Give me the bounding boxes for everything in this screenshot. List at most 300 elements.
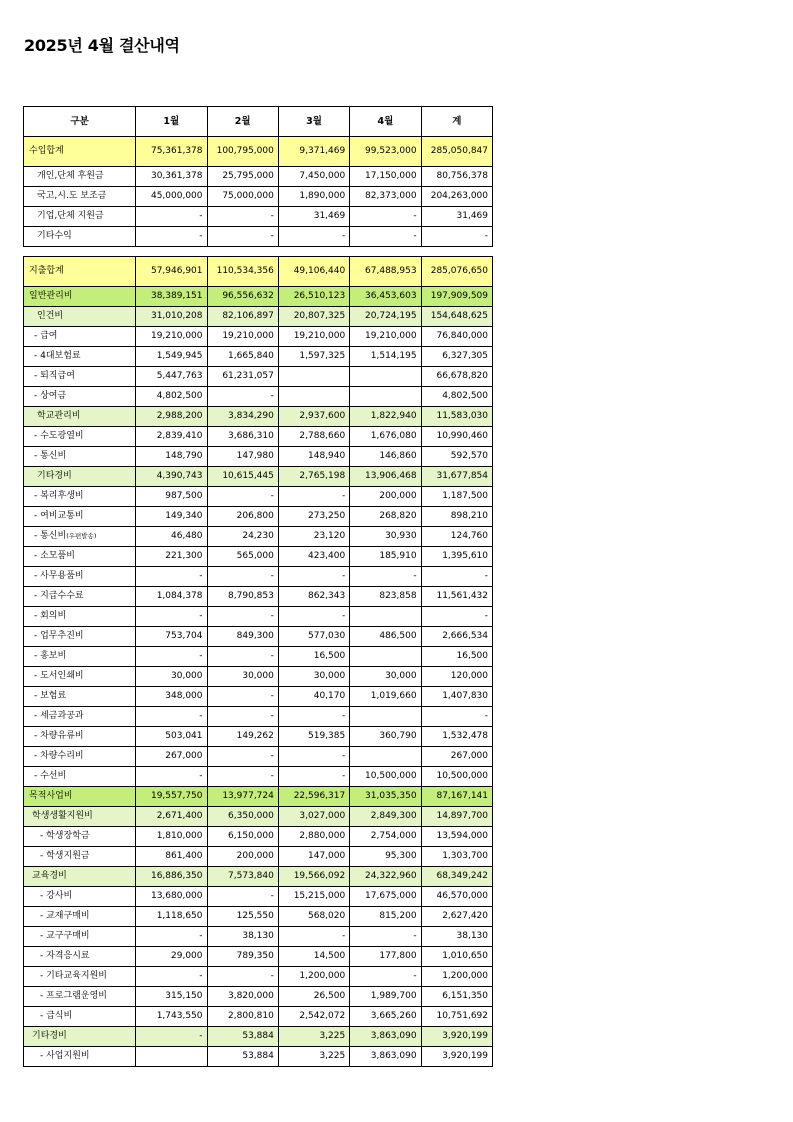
value-mar: 20,807,325 [278, 307, 349, 327]
value-feb: 8,790,853 [207, 587, 278, 607]
value-apr: 2,754,000 [350, 827, 421, 847]
header-total: 계 [421, 107, 492, 137]
row-label-text: 기타경비 [37, 471, 72, 481]
value-feb: - [207, 227, 278, 247]
value-total: 46,570,000 [421, 887, 492, 907]
row-label [24, 347, 136, 367]
value-total: 898,210 [421, 507, 492, 527]
spacer-row [24, 247, 493, 257]
value-total: 11,583,030 [421, 407, 492, 427]
row-label [24, 547, 136, 567]
table-row [24, 947, 493, 967]
value-jan: 45,000,000 [136, 187, 207, 207]
value-feb: 30,000 [207, 667, 278, 687]
value-apr: 20,724,195 [350, 307, 421, 327]
value-jan: 2,839,410 [136, 427, 207, 447]
value-apr: 3,863,090 [350, 1047, 421, 1067]
value-mar: - [278, 487, 349, 507]
value-mar: 26,500 [278, 987, 349, 1007]
value-total: 87,167,141 [421, 787, 492, 807]
row-label [24, 1047, 136, 1067]
value-mar: 2,765,198 [278, 467, 349, 487]
table-row [24, 907, 493, 927]
table-row [24, 1047, 493, 1067]
row-label-text: 기타수익 [37, 231, 72, 241]
value-total: 38,130 [421, 927, 492, 947]
value-feb: - [207, 647, 278, 667]
table-row [24, 227, 493, 247]
header-jan: 1월 [136, 107, 207, 137]
value-apr: - [350, 227, 421, 247]
row-label-text: - 프로그램운영비 [40, 991, 107, 1001]
table-row [24, 647, 493, 667]
table-row [24, 367, 493, 387]
header-mar: 3월 [278, 107, 349, 137]
value-mar: 15,215,000 [278, 887, 349, 907]
table-row [24, 187, 493, 207]
value-total: 1,187,500 [421, 487, 492, 507]
value-jan: - [136, 767, 207, 787]
value-mar: 1,890,000 [278, 187, 349, 207]
row-label [24, 807, 136, 827]
value-apr: 17,150,000 [350, 167, 421, 187]
value-jan: 753,704 [136, 627, 207, 647]
table-row [24, 347, 493, 367]
value-total: 31,677,854 [421, 467, 492, 487]
row-label [24, 507, 136, 527]
row-label [24, 927, 136, 947]
table-row [24, 167, 493, 187]
value-total: - [421, 227, 492, 247]
value-apr: 30,930 [350, 527, 421, 547]
table-row [24, 827, 493, 847]
value-jan: 1,549,945 [136, 347, 207, 367]
row-label-text: - 기타교육지원비 [40, 971, 107, 981]
row-label [24, 1007, 136, 1027]
row-label [24, 487, 136, 507]
value-feb: 849,300 [207, 627, 278, 647]
table-row [24, 387, 493, 407]
value-total: 31,469 [421, 207, 492, 227]
row-label [24, 607, 136, 627]
table-row [24, 1027, 493, 1047]
value-feb: 6,150,000 [207, 827, 278, 847]
value-feb: 100,795,000 [207, 137, 278, 167]
table-row [24, 327, 493, 347]
value-apr: 1,676,080 [350, 427, 421, 447]
table-row [24, 847, 493, 867]
row-label-text: 수입합계 [29, 146, 64, 156]
value-total: 3,920,199 [421, 1047, 492, 1067]
value-apr: 24,322,960 [350, 867, 421, 887]
row-label-text: 개인,단체 후원금 [37, 171, 104, 181]
value-apr: 1,989,700 [350, 987, 421, 1007]
table-row [24, 447, 493, 467]
table-row [24, 427, 493, 447]
row-label [24, 367, 136, 387]
value-apr: 1,514,195 [350, 347, 421, 367]
value-apr: 3,665,260 [350, 1007, 421, 1027]
value-apr: 67,488,953 [350, 257, 421, 287]
value-mar: 3,225 [278, 1027, 349, 1047]
table-row [24, 887, 493, 907]
value-jan: - [136, 567, 207, 587]
row-label [24, 257, 136, 287]
value-mar: 148,940 [278, 447, 349, 467]
value-feb: - [207, 567, 278, 587]
table-row [24, 407, 493, 427]
value-feb: - [207, 607, 278, 627]
row-label-text: - 차량유류비 [34, 731, 84, 741]
value-mar: 2,788,660 [278, 427, 349, 447]
value-jan: - [136, 927, 207, 947]
table-body [24, 137, 493, 1067]
value-mar: 1,597,325 [278, 347, 349, 367]
value-jan: 2,988,200 [136, 407, 207, 427]
row-label-text: - 세금과공과 [34, 711, 84, 721]
value-total: 13,594,000 [421, 827, 492, 847]
row-label-text: 기타경비 [32, 1031, 67, 1041]
value-apr [350, 747, 421, 767]
row-label-text: - 통신비 [34, 451, 67, 461]
value-jan: - [136, 647, 207, 667]
value-jan: 46,480 [136, 527, 207, 547]
value-feb: 3,834,290 [207, 407, 278, 427]
value-mar: 273,250 [278, 507, 349, 527]
value-total: 1,200,000 [421, 967, 492, 987]
row-label [24, 587, 136, 607]
row-label-text: - 통신비 [34, 531, 67, 541]
value-feb: 3,820,000 [207, 987, 278, 1007]
value-jan: - [136, 227, 207, 247]
table-row [24, 1007, 493, 1027]
table-row [24, 707, 493, 727]
value-jan: 1,118,650 [136, 907, 207, 927]
value-total: - [421, 607, 492, 627]
value-apr: 177,800 [350, 947, 421, 967]
row-label [24, 787, 136, 807]
value-feb: - [207, 767, 278, 787]
row-label-text: - 교재구매비 [40, 911, 90, 921]
value-total: 3,920,199 [421, 1027, 492, 1047]
value-jan: 1,084,378 [136, 587, 207, 607]
row-label-text: - 보험료 [34, 691, 67, 701]
row-label-text: - 사업지원비 [40, 1051, 90, 1061]
value-mar [278, 387, 349, 407]
row-label [24, 137, 136, 167]
value-apr: - [350, 927, 421, 947]
value-apr: - [350, 207, 421, 227]
value-jan: 987,500 [136, 487, 207, 507]
table-row [24, 507, 493, 527]
value-apr [350, 647, 421, 667]
value-feb: - [207, 967, 278, 987]
value-total: 1,395,610 [421, 547, 492, 567]
value-feb: 24,230 [207, 527, 278, 547]
table-row [24, 807, 493, 827]
value-jan: - [136, 707, 207, 727]
value-total: 66,678,820 [421, 367, 492, 387]
value-mar: 22,596,317 [278, 787, 349, 807]
value-total: - [421, 567, 492, 587]
value-mar: 147,000 [278, 847, 349, 867]
value-feb: - [207, 707, 278, 727]
value-jan: 267,000 [136, 747, 207, 767]
value-mar: 26,510,123 [278, 287, 349, 307]
table-row [24, 687, 493, 707]
value-apr: 3,863,090 [350, 1027, 421, 1047]
value-apr: 815,200 [350, 907, 421, 927]
row-label-text: - 자격응시료 [40, 951, 90, 961]
table-row [24, 627, 493, 647]
value-feb: 38,130 [207, 927, 278, 947]
row-label [24, 287, 136, 307]
value-mar [278, 367, 349, 387]
table-row [24, 527, 493, 547]
table-row [24, 667, 493, 687]
value-feb: 149,262 [207, 727, 278, 747]
value-feb: - [207, 387, 278, 407]
row-label [24, 827, 136, 847]
row-label-text: 기업,단체 지원금 [37, 211, 104, 221]
table-row [24, 767, 493, 787]
value-feb: 147,980 [207, 447, 278, 467]
row-label [24, 567, 136, 587]
value-jan: - [136, 207, 207, 227]
row-label-text: - 학생장학금 [40, 831, 90, 841]
value-feb: 7,573,840 [207, 867, 278, 887]
value-apr: 30,000 [350, 667, 421, 687]
value-mar: 519,385 [278, 727, 349, 747]
value-apr: 1,019,660 [350, 687, 421, 707]
value-mar: 2,880,000 [278, 827, 349, 847]
row-label-text: - 급여 [34, 331, 58, 341]
value-mar: 30,000 [278, 667, 349, 687]
value-apr: 268,820 [350, 507, 421, 527]
value-mar: - [278, 707, 349, 727]
settlement-table-container [23, 106, 493, 1067]
row-label-text: - 차량수리비 [34, 751, 84, 761]
row-label-text: - 도서인쇄비 [34, 671, 84, 681]
value-apr: 95,300 [350, 847, 421, 867]
value-jan: 315,150 [136, 987, 207, 1007]
value-apr: 2,849,300 [350, 807, 421, 827]
row-label-text: - 소모품비 [34, 551, 75, 561]
value-feb: 1,665,840 [207, 347, 278, 367]
value-jan: - [136, 607, 207, 627]
row-label-text: 인건비 [37, 311, 64, 321]
value-mar: - [278, 567, 349, 587]
value-jan: 75,361,378 [136, 137, 207, 167]
value-total: 1,010,650 [421, 947, 492, 967]
table-row [24, 927, 493, 947]
value-apr [350, 387, 421, 407]
value-apr: 17,675,000 [350, 887, 421, 907]
row-label-text: - 강사비 [40, 891, 73, 901]
row-label [24, 207, 136, 227]
value-total: 285,050,847 [421, 137, 492, 167]
value-mar: 31,469 [278, 207, 349, 227]
table-row [24, 467, 493, 487]
value-jan: 19,557,750 [136, 787, 207, 807]
value-feb: - [207, 487, 278, 507]
value-feb: - [207, 687, 278, 707]
value-jan: 30,000 [136, 667, 207, 687]
value-apr: 200,000 [350, 487, 421, 507]
value-total: 267,000 [421, 747, 492, 767]
value-jan: - [136, 967, 207, 987]
value-total: 80,756,378 [421, 167, 492, 187]
value-total: 154,648,625 [421, 307, 492, 327]
value-apr: 99,523,000 [350, 137, 421, 167]
value-mar: 23,120 [278, 527, 349, 547]
value-feb: 13,977,724 [207, 787, 278, 807]
row-label [24, 847, 136, 867]
value-feb: 96,556,632 [207, 287, 278, 307]
value-total: 2,627,420 [421, 907, 492, 927]
value-apr: 146,860 [350, 447, 421, 467]
value-mar: - [278, 927, 349, 947]
value-apr: 31,035,350 [350, 787, 421, 807]
row-label [24, 447, 136, 467]
value-jan: 2,671,400 [136, 807, 207, 827]
value-mar: 19,210,000 [278, 327, 349, 347]
value-jan: 30,361,378 [136, 167, 207, 187]
row-label-text: - 업무추진비 [34, 631, 84, 641]
value-mar: 49,106,440 [278, 257, 349, 287]
table-row [24, 607, 493, 627]
table-row [24, 257, 493, 287]
value-mar: - [278, 227, 349, 247]
value-jan: 348,000 [136, 687, 207, 707]
value-apr: 13,906,468 [350, 467, 421, 487]
row-label [24, 907, 136, 927]
value-apr: - [350, 567, 421, 587]
row-label-text: - 급식비 [40, 1011, 73, 1021]
value-jan: 221,300 [136, 547, 207, 567]
value-feb: 200,000 [207, 847, 278, 867]
table-row [24, 547, 493, 567]
settlement-table [23, 106, 493, 1067]
row-label-text: - 수도광열비 [34, 431, 84, 441]
value-feb: 3,686,310 [207, 427, 278, 447]
value-total: 6,327,305 [421, 347, 492, 367]
value-feb: - [207, 207, 278, 227]
page-title: 2025년 4월 결산내역 [24, 36, 180, 55]
value-feb: 789,350 [207, 947, 278, 967]
value-total: 1,532,478 [421, 727, 492, 747]
value-mar: - [278, 607, 349, 627]
header-row [24, 107, 493, 137]
value-apr: 36,453,603 [350, 287, 421, 307]
value-jan: 148,790 [136, 447, 207, 467]
value-feb: - [207, 747, 278, 767]
value-apr: 1,822,940 [350, 407, 421, 427]
value-feb: 25,795,000 [207, 167, 278, 187]
value-jan: 19,210,000 [136, 327, 207, 347]
value-feb: 565,000 [207, 547, 278, 567]
value-apr: 360,790 [350, 727, 421, 747]
row-label [24, 427, 136, 447]
row-label-text: - 회의비 [34, 611, 67, 621]
row-label [24, 707, 136, 727]
value-total: 2,666,534 [421, 627, 492, 647]
row-label-text: - 4대보험료 [34, 351, 81, 361]
value-total: 10,990,460 [421, 427, 492, 447]
value-mar: - [278, 747, 349, 767]
value-total: 10,500,000 [421, 767, 492, 787]
value-mar: 568,020 [278, 907, 349, 927]
table-row [24, 727, 493, 747]
value-total: 124,760 [421, 527, 492, 547]
value-mar: 862,343 [278, 587, 349, 607]
table-row [24, 787, 493, 807]
table-row [24, 587, 493, 607]
row-label-text: 일반관리비 [29, 291, 73, 301]
table-row [24, 137, 493, 167]
value-feb: - [207, 887, 278, 907]
header-feb: 2월 [207, 107, 278, 137]
value-total: 14,897,700 [421, 807, 492, 827]
row-label [24, 467, 136, 487]
row-label [24, 307, 136, 327]
value-apr: 19,210,000 [350, 327, 421, 347]
value-total: 204,263,000 [421, 187, 492, 207]
value-jan: 13,680,000 [136, 887, 207, 907]
value-jan: 5,447,763 [136, 367, 207, 387]
value-jan: 31,010,208 [136, 307, 207, 327]
row-label-text: - 여비교통비 [34, 511, 84, 521]
table-row [24, 867, 493, 887]
row-label-text: 학생생활지원비 [32, 811, 93, 821]
value-mar: 9,371,469 [278, 137, 349, 167]
value-total: - [421, 707, 492, 727]
table-row [24, 287, 493, 307]
value-mar: 3,225 [278, 1047, 349, 1067]
row-label-text: - 홍보비 [34, 651, 67, 661]
row-label-text: - 지급수수료 [34, 591, 84, 601]
value-feb: 53,884 [207, 1047, 278, 1067]
row-label-text: - 복리후생비 [34, 491, 84, 501]
value-total: 11,561,432 [421, 587, 492, 607]
value-apr: 82,373,000 [350, 187, 421, 207]
value-total: 4,802,500 [421, 387, 492, 407]
row-label [24, 647, 136, 667]
value-jan: - [136, 1027, 207, 1047]
value-feb: 75,000,000 [207, 187, 278, 207]
row-label [24, 667, 136, 687]
value-mar: 7,450,000 [278, 167, 349, 187]
row-label [24, 627, 136, 647]
row-label [24, 767, 136, 787]
value-jan: 57,946,901 [136, 257, 207, 287]
row-label [24, 747, 136, 767]
row-label-text: - 교구구매비 [40, 931, 90, 941]
value-apr: - [350, 967, 421, 987]
row-label-text: - 퇴직급여 [34, 371, 75, 381]
value-total: 592,570 [421, 447, 492, 467]
value-feb: 125,550 [207, 907, 278, 927]
value-mar: 577,030 [278, 627, 349, 647]
value-total: 120,000 [421, 667, 492, 687]
row-label [24, 987, 136, 1007]
value-apr: 823,858 [350, 587, 421, 607]
value-apr [350, 367, 421, 387]
spacer-cell [24, 247, 493, 257]
row-label-text: 학교관리비 [37, 411, 81, 421]
row-label-text: - 학생지원금 [40, 851, 90, 861]
value-apr: 486,500 [350, 627, 421, 647]
